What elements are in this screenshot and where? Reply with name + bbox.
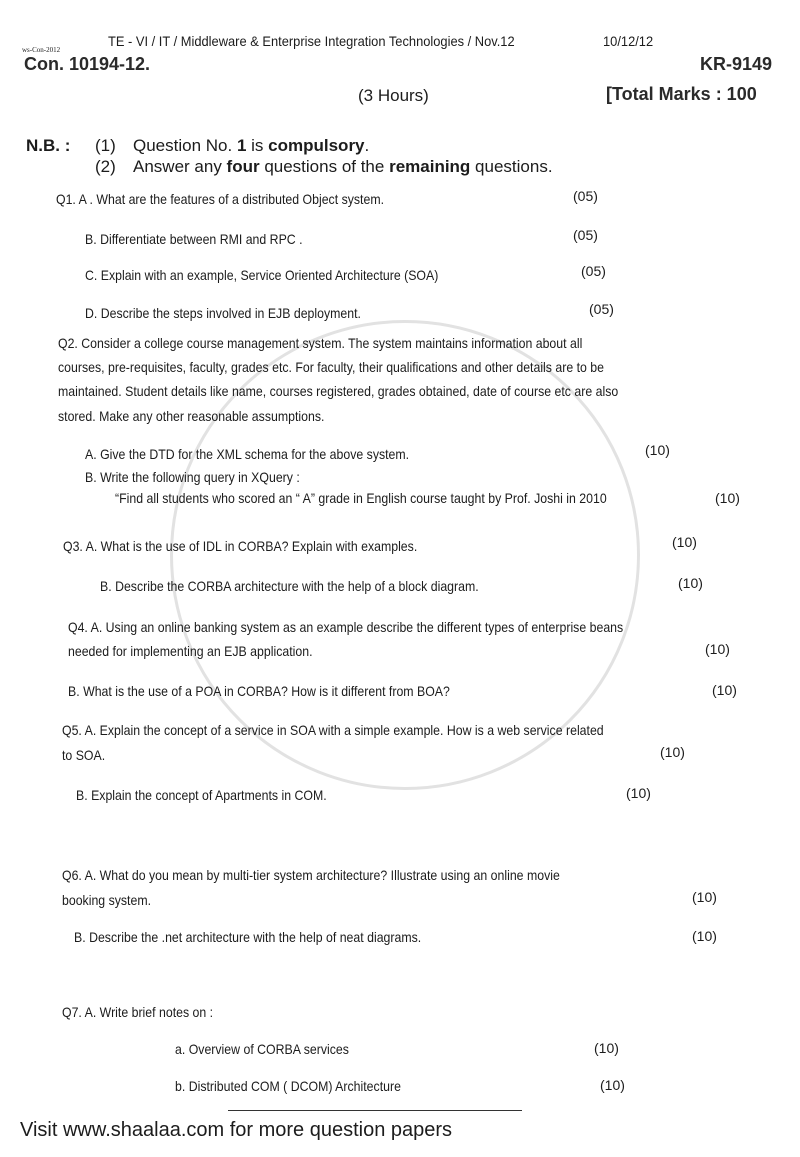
marks: (10) xyxy=(692,889,717,905)
q2-b: B. Write the following query in XQuery : xyxy=(85,469,300,485)
q2-line: Q2. Consider a college course management system. The system maintains information about all xyxy=(58,335,583,351)
marks: (10) xyxy=(712,682,737,698)
marks: (10) xyxy=(626,785,651,801)
q6-b: B. Describe the .net architecture with the help of neat diagrams. xyxy=(74,929,422,945)
q6-a: booking system. xyxy=(62,892,152,908)
marks: (10) xyxy=(645,442,670,458)
marks: (05) xyxy=(573,188,598,204)
marks: (10) xyxy=(594,1040,619,1056)
q2-line: maintained. Student details like name, courses registered, grades obtained, date of course etc are also xyxy=(58,383,619,399)
footer-link[interactable]: Visit www.shaalaa.com for more question papers xyxy=(20,1119,453,1141)
q1-d: D. Describe the steps involved in EJB deployment. xyxy=(85,305,361,321)
q7-item: b. Distributed COM ( DCOM) Architecture xyxy=(175,1078,401,1094)
q2-a: A. Give the DTD for the XML schema for the above system. xyxy=(85,446,410,462)
exam-date: 10/12/12 xyxy=(603,33,654,49)
q3-a: Q3. A. What is the use of IDL in CORBA? Explain with examples. xyxy=(63,538,418,554)
instruction-num: (1) xyxy=(95,136,116,155)
marks: (05) xyxy=(589,301,614,317)
q1-c: C. Explain with an example, Service Oriented Architecture (SOA) xyxy=(85,267,439,283)
paper-code: KR-9149 xyxy=(700,54,773,74)
end-rule xyxy=(228,1110,522,1111)
q7-item: a. Overview of CORBA services xyxy=(175,1041,349,1057)
q5-a: Q5. A. Explain the concept of a service in SOA with a simple example. How is a web service related xyxy=(62,722,604,738)
q6-a: Q6. A. What do you mean by multi-tier system architecture? Illustrate using an online movie xyxy=(62,867,560,883)
instruction-1: Question No. 1 is compulsory. xyxy=(133,136,370,155)
course-line: TE - VI / IT / Middleware & Enterprise Integration Technologies / Nov.12 xyxy=(108,33,515,49)
marks: (05) xyxy=(573,227,598,243)
con-number: Con. 10194-12. xyxy=(24,54,151,74)
q1-a: Q1. A . What are the features of a distributed Object system. xyxy=(56,191,385,207)
marks: (10) xyxy=(660,744,685,760)
instruction-num: (2) xyxy=(95,157,116,176)
q5-b: B. Explain the concept of Apartments in COM. xyxy=(76,787,327,803)
marks: (05) xyxy=(581,263,606,279)
total-marks: [Total Marks : 100 xyxy=(606,84,757,104)
q4-a: Q4. A. Using an online banking system as an example describe the different types of enterprise beans xyxy=(68,619,624,635)
q4-b: B. What is the use of a POA in CORBA? How is it different from BOA? xyxy=(68,683,450,699)
stamp: ws-Con-2012 xyxy=(22,46,61,54)
q7-a: Q7. A. Write brief notes on : xyxy=(62,1004,214,1020)
q2-line: courses, pre-requisites, faculty, grades etc. For faculty, their qualifications and other details are to be xyxy=(58,359,605,375)
q2-line: stored. Make any other reasonable assumptions. xyxy=(58,408,325,424)
q5-a: to SOA. xyxy=(62,747,106,763)
marks: (10) xyxy=(692,928,717,944)
q1-b: B. Differentiate between RMI and RPC . xyxy=(85,231,303,247)
marks: (10) xyxy=(672,534,697,550)
marks: (10) xyxy=(678,575,703,591)
marks: (10) xyxy=(715,490,740,506)
marks: (10) xyxy=(705,641,730,657)
q2-b-query: “Find all students who scored an “ A” grade in English course taught by Prof. Joshi in 2010 xyxy=(115,490,607,506)
q3-b: B. Describe the CORBA architecture with the help of a block diagram. xyxy=(100,578,479,594)
nb-label: N.B. : xyxy=(26,136,71,155)
q4-a: needed for implementing an EJB application. xyxy=(68,643,313,659)
marks: (10) xyxy=(600,1077,625,1093)
duration: (3 Hours) xyxy=(358,86,429,105)
instruction-2: Answer any four questions of the remaining questions. xyxy=(133,157,553,176)
